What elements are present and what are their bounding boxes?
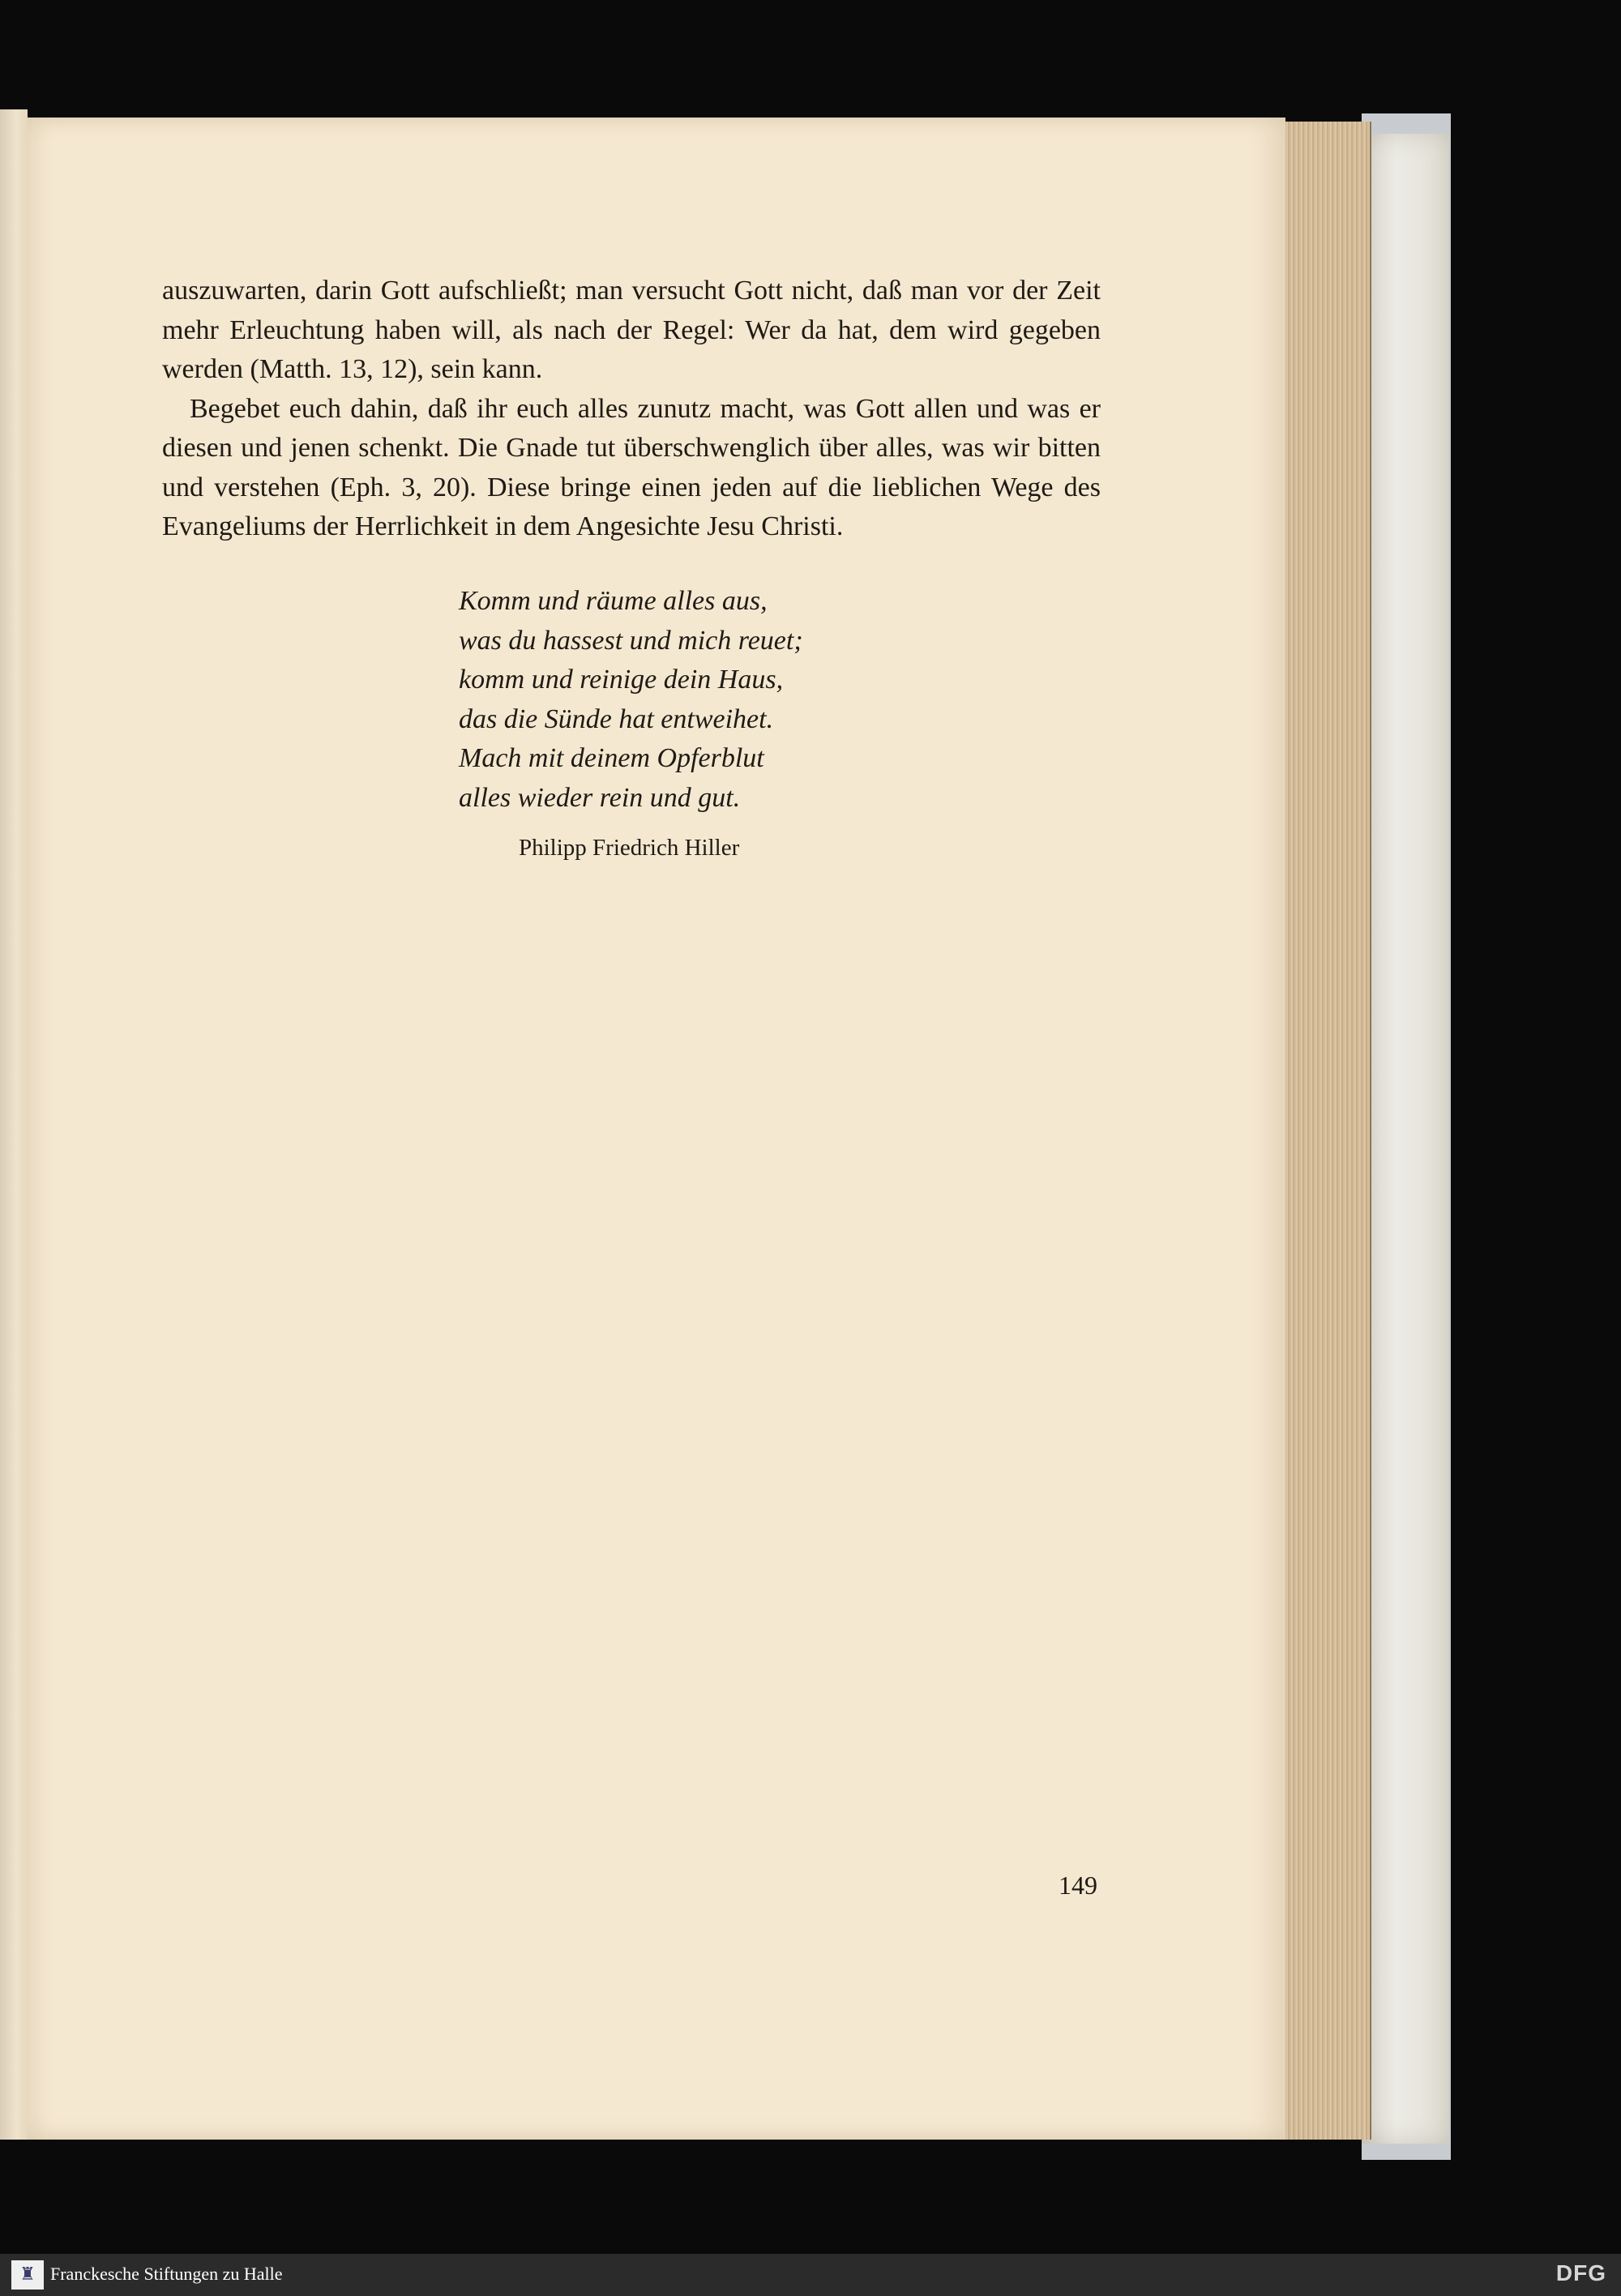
- poem-line: Mach mit deinem Opferblut: [459, 743, 764, 773]
- institution-name[interactable]: Franckesche Stiftungen zu Halle: [50, 2264, 283, 2284]
- body-text: [162, 272, 1101, 547]
- dfg-logo[interactable]: DFG: [1555, 2260, 1606, 2285]
- foundation-logo-icon[interactable]: ♜: [11, 2260, 44, 2290]
- poem-line: das die Sünde hat entweihet.: [459, 703, 774, 734]
- facing-page-edge: [0, 109, 28, 2140]
- poem: [459, 582, 803, 818]
- paragraph: Begebet euch dahin, daß ihr euch alles zunutz macht, was Gott allen und was er diesen und jenen schenkt. Die Gnade tut überschwenglich über alles, was wir bitten und verstehen (Eph. 3, 20). Diese bringe einen jeden auf die lieblichen Wege des Evangeliums der Herrlichkeit in dem Angesichte Jesu Christi.: [162, 393, 1101, 541]
- page-number: 149: [1059, 1871, 1097, 1900]
- page-block-edges: [1285, 122, 1371, 2140]
- poem-line: komm und reinige dein Haus,: [459, 665, 784, 695]
- paragraph: auszuwarten, darin Gott aufschließt; man versucht Gott nicht, daß man vor der Zeit mehr Erleuchtung haben will, als nach der Regel: Wer da hat, dem wird gegeben werden (Matth. 13, 12), sein kann.: [162, 276, 1101, 384]
- poem-line: Komm und räume alles aus,: [459, 586, 768, 616]
- poem-line: was du hassest und mich reuet;: [459, 625, 803, 656]
- viewer-footer: [0, 2254, 1621, 2296]
- poem-line: alles wieder rein und gut.: [459, 782, 741, 813]
- poem-author: Philipp Friedrich Hiller: [519, 835, 740, 861]
- book-board: [1362, 134, 1449, 2144]
